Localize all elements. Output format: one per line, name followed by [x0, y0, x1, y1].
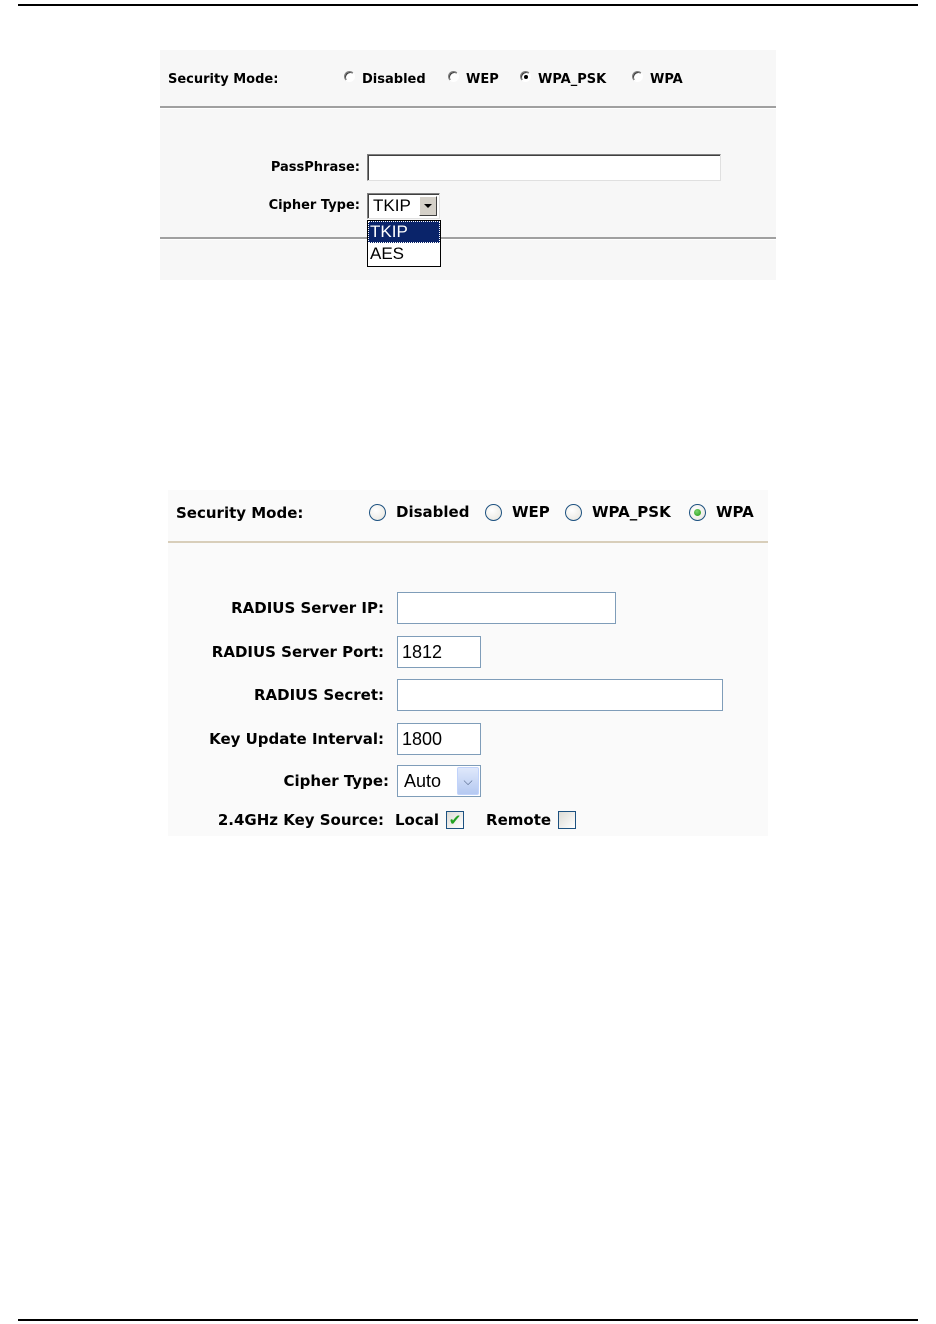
- key-update-interval-label: Key Update Interval:: [209, 730, 384, 748]
- local-checkbox[interactable]: ✔: [446, 811, 464, 829]
- mode-wpa-psk-label: WPA_PSK: [538, 72, 607, 87]
- key-update-interval-input[interactable]: 1800: [397, 723, 481, 755]
- cipher-type-select[interactable]: [367, 193, 440, 219]
- mode-wep-label: WEP: [512, 503, 550, 521]
- radius-secret-input[interactable]: [397, 679, 723, 711]
- local-label: Local: [395, 811, 440, 829]
- chevron-down-icon[interactable]: ⌵: [457, 767, 479, 795]
- page-bottom-rule: [18, 1319, 918, 1321]
- mode-disabled-option[interactable]: [369, 503, 469, 521]
- cipher-type-value: TKIP: [373, 196, 411, 215]
- cipher-option-aes[interactable]: AES: [370, 244, 405, 263]
- remote-checkbox[interactable]: [558, 811, 576, 829]
- mode-wep-label: WEP: [466, 72, 499, 87]
- mode-wpa-label: WPA: [650, 72, 683, 87]
- section-divider: [160, 237, 776, 240]
- remote-label: Remote: [486, 811, 552, 829]
- security-mode-label: Security Mode:: [168, 72, 279, 87]
- cipher-type-dropdown-list: [367, 220, 441, 267]
- mode-wpa-psk-option[interactable]: [565, 503, 671, 521]
- mode-disabled-label: Disabled: [362, 72, 426, 87]
- mode-wep-radio[interactable]: [485, 504, 502, 521]
- security-mode-label: Security Mode:: [176, 504, 304, 522]
- key-source-options: [395, 811, 576, 829]
- wpa-psk-settings-panel: [160, 50, 776, 280]
- cipher-type-label: Cipher Type:: [283, 772, 389, 790]
- cipher-option-tkip[interactable]: TKIP: [368, 221, 440, 243]
- radius-server-ip-input[interactable]: [397, 592, 616, 624]
- mode-wpa-psk-label: WPA_PSK: [592, 503, 671, 521]
- page-top-rule: [18, 4, 918, 6]
- radius-server-ip-label: RADIUS Server IP:: [231, 599, 384, 617]
- cipher-type-label: Cipher Type:: [268, 198, 360, 213]
- mode-wep-option[interactable]: [448, 72, 499, 87]
- mode-wpa-psk-option[interactable]: [520, 72, 606, 87]
- mode-disabled-radio[interactable]: [369, 504, 386, 521]
- key-source-label: 2.4GHz Key Source:: [217, 811, 384, 829]
- passphrase-input[interactable]: [367, 154, 721, 181]
- radius-server-port-input[interactable]: 1812: [397, 636, 481, 668]
- mode-wpa-radio[interactable]: [689, 504, 706, 521]
- wpa-radius-settings-panel: [168, 490, 768, 836]
- mode-wpa-psk-radio[interactable]: [520, 71, 531, 82]
- mode-disabled-label: Disabled: [396, 503, 470, 521]
- dropdown-arrow-icon[interactable]: [419, 196, 437, 216]
- mode-wpa-psk-radio[interactable]: [565, 504, 582, 521]
- mode-wep-option[interactable]: [485, 503, 550, 521]
- radius-secret-label: RADIUS Secret:: [253, 686, 384, 704]
- mode-wpa-radio[interactable]: [632, 71, 643, 82]
- mode-wpa-option[interactable]: [632, 72, 683, 87]
- security-mode-row: [160, 68, 776, 96]
- mode-wpa-label: WPA: [716, 503, 754, 521]
- section-divider: [168, 541, 768, 543]
- radius-server-port-label: RADIUS Server Port:: [211, 643, 384, 661]
- mode-wep-radio[interactable]: [448, 71, 459, 82]
- cipher-type-value: Auto: [404, 771, 442, 791]
- mode-disabled-option[interactable]: [344, 72, 426, 87]
- mode-wpa-option[interactable]: [689, 503, 754, 521]
- passphrase-label: PassPhrase:: [270, 160, 360, 175]
- section-divider: [160, 106, 776, 109]
- mode-disabled-radio[interactable]: [344, 71, 355, 82]
- cipher-type-select[interactable]: [397, 765, 481, 797]
